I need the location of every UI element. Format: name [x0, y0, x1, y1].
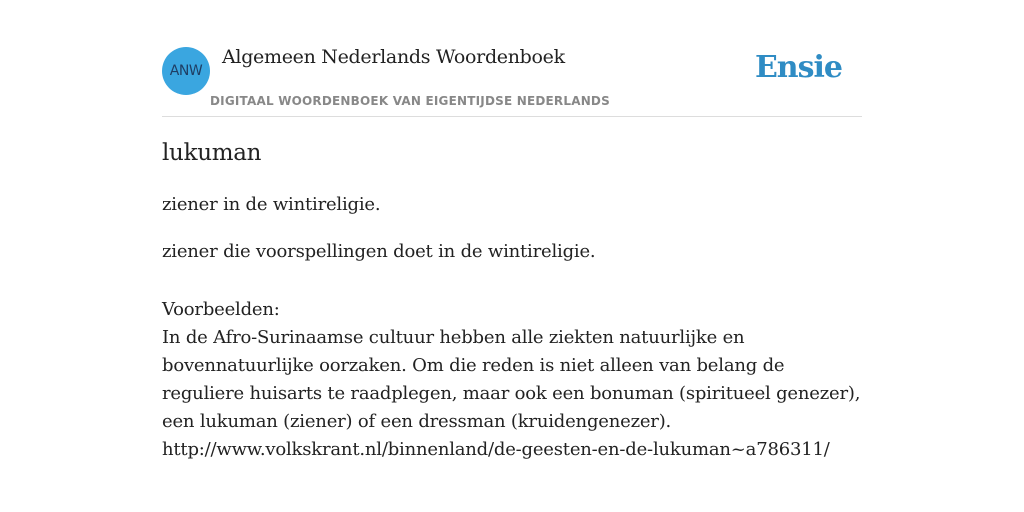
- dictionary-subtitle: DIGITAAL WOORDENBOEK VAN EIGENTIJDSE NEDERLANDS: [210, 94, 610, 108]
- dictionary-title[interactable]: Algemeen Nederlands Woordenboek: [222, 46, 565, 68]
- examples-section: [162, 296, 868, 464]
- anw-logo[interactable]: [162, 47, 210, 95]
- entry-card: [162, 36, 862, 460]
- definition-short: ziener in de wintireligie.: [162, 194, 381, 215]
- definition-long: ziener die voorspellingen doet in de wintireligie.: [162, 241, 596, 262]
- ensie-brand-link[interactable]: Ensie: [754, 50, 842, 85]
- example-source-link[interactable]: http://www.volkskrant.nl/binnenland/de-geesten-en-de-lukuman~a786311/: [162, 439, 830, 460]
- site-header: [162, 36, 862, 117]
- examples-label: Voorbeelden:: [162, 299, 280, 320]
- headword: lukuman: [162, 140, 262, 166]
- anw-logo-text: ANW: [169, 63, 203, 79]
- example-text: In de Afro-Surinaamse cultuur hebben alle ziekten natuurlijke en bovennatuurlijke oorzaken. Om die reden is niet alleen van belang de reguliere huisarts te raadplegen, maar ook een bonuman (spiritueel genezer), een lukuman (ziener) of een dressman (kruidengenezer).: [162, 327, 861, 432]
